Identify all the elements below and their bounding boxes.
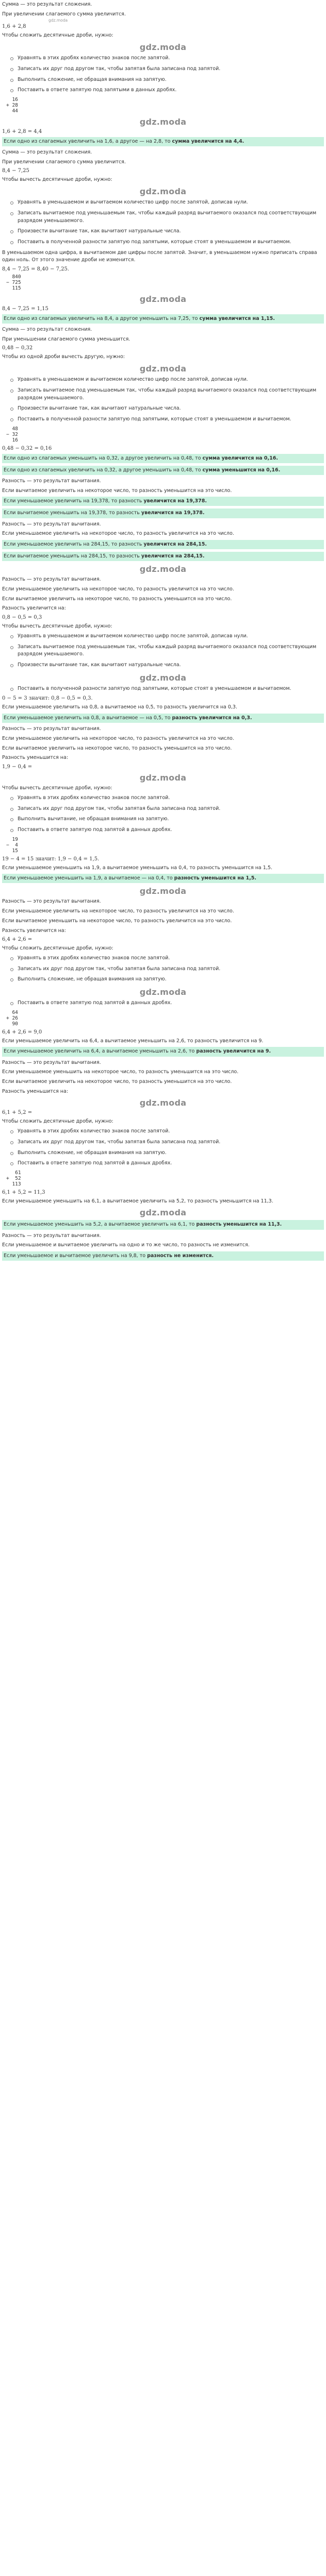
answer-highlight: Если одно из слагаемых увеличить на 1,6, а другое — на 2,8, то сумма увеличится на 4,4. <box>2 137 324 146</box>
watermark-logo-text: gdz.moda <box>139 773 187 783</box>
paragraph-text: Если вычитаемое увеличить на некоторое число, то разность уменьшится на это число. <box>2 487 232 494</box>
watermark-logo: gdz.moda <box>139 116 187 127</box>
answer-highlight <box>2 874 324 883</box>
answer-conclusion: увеличится на 284,15. <box>141 553 205 560</box>
solution-section-2 <box>2 149 324 324</box>
rule-step: Поставить в ответе запятую под запятой в данных дробях. <box>2 1160 324 1167</box>
rule-step: Уравнять в этих дробях количество знаков после запятой. <box>2 1128 324 1136</box>
paragraph-text: Чтобы вычесть десятичные дроби, нужно: <box>2 623 112 630</box>
definition-text: Сумма — это результат сложения. <box>2 327 92 333</box>
paragraph-text: Разность — это результат вычитания. <box>2 577 101 583</box>
column-calculation: 64 + 26 90 <box>6 1009 18 1027</box>
column-calculation: 19 − 4 15 <box>6 836 18 854</box>
watermark-logo-text: gdz.moda <box>139 564 187 574</box>
paragraph-text: Разность уменьшится на: <box>2 755 69 761</box>
math-result: 0,48 − 0,32 = 0,16 <box>2 445 52 451</box>
watermark-small: gdz.moda <box>48 18 68 23</box>
watermark-logo-text: gdz.moda <box>139 1098 187 1108</box>
watermark-logo: gdz.moda <box>139 294 187 304</box>
answer-highlight <box>2 552 324 561</box>
rule-step: Уравнять в уменьшаемом и вычитаемом количество цифр после запятой, дописав нули. <box>2 199 324 207</box>
answer-conclusion: разность увеличится на 0,3. <box>172 715 252 721</box>
answer-highlight <box>2 509 324 518</box>
watermark-logo <box>2 1097 324 1109</box>
rule-step: Выполнить вычитание, не обращая внимания на запятую. <box>2 816 324 823</box>
rule-step: Поставить в полученной разности запятую под запятыми, которые стоят в уменьшаемом и вычитаемом. <box>2 416 324 423</box>
answer-text: Если уменьшаемое увеличить на 0,8, а вычитаемое — на 0,5, то <box>4 715 172 721</box>
paragraph-text: Если уменьшаемое увеличить на некоторое число, то разность увеличится на это число. <box>2 736 234 742</box>
rule-text: При увеличении слагаемого сумма увеличится. <box>2 11 126 17</box>
answer-highlight <box>2 1220 324 1229</box>
watermark-logo: gdz.moda <box>139 187 187 197</box>
solution-section-3 <box>2 326 324 463</box>
answer-text: Если уменьшаемое увеличить на 19,378, то разность <box>4 498 144 504</box>
paragraph-text: Если вычитаемое увеличить на некоторое число, то разность уменьшится на это число. <box>2 1078 232 1084</box>
answer-text: Если вычитаемое уменьшить на 284,15, то разность <box>4 553 141 560</box>
answer-text: Если уменьшаемое увеличить на 6,4, а вычитаемое уменьшить на 2,6, то <box>4 1048 197 1055</box>
paragraph-text: Разность — это результат вычитания. <box>2 899 101 905</box>
paragraph-text: Разность уменьшится на: <box>2 1088 69 1094</box>
math-expression: 6,1 + 5,2 = <box>2 1110 32 1116</box>
watermark-logo <box>2 772 324 784</box>
paragraph-text: Разность — это результат вычитания. <box>2 521 101 527</box>
solution-continuation <box>2 466 324 1261</box>
watermark-logo <box>2 672 324 684</box>
watermark-logo-text: gdz.moda <box>139 672 187 683</box>
paragraph-text: Чтобы сложить десятичные дроби, нужно: <box>2 1118 113 1125</box>
rule-step: Записать вычитаемое под уменьшаемым так, чтобы каждый разряд вычитаемого оказался под соответствующим разрядом уменьшаемого. <box>2 643 324 658</box>
math-expression: 8,4 − 7,25 <box>2 168 29 174</box>
math-expression: 8,4 − 7,25 = 8,40 − 7,25. <box>2 266 70 273</box>
column-calculation: 840 − 725 115 <box>6 274 21 291</box>
watermark-logo <box>2 564 324 575</box>
definition-text: Сумма — это результат сложения. <box>2 2 92 7</box>
answer-highlight <box>2 540 324 549</box>
paragraph-text: Разность — это результат вычитания. <box>2 1059 101 1065</box>
answer-highlight: Если одно из слагаемых уменьшить на 0,32, а другое увеличить на 0,48, то сумма увеличится на 0,16. <box>2 454 324 463</box>
paragraph-text: Разность — это результат вычитания. <box>2 1232 101 1239</box>
watermark-logo: gdz.moda <box>139 364 187 374</box>
math-expression: 6,4 + 2,6 = 9,0 <box>2 1029 42 1035</box>
answer-highlight <box>2 1251 324 1261</box>
watermark-logo <box>2 987 324 998</box>
column-calculation: 48 − 32 16 <box>6 426 18 443</box>
paragraph-text: Если вычитаемое уменьшить на некоторое число, то разность увеличится на это число. <box>2 918 232 924</box>
answer-conclusion: увеличится на 19,378. <box>143 498 207 504</box>
rule-step: Произвести вычитание так, как вычитают натуральные числа. <box>2 405 324 413</box>
rule-step: Записать вычитаемое под уменьшаемым так, чтобы каждый разряд вычитаемого оказался под соответствующим разрядом уменьшаемого. <box>2 210 324 225</box>
rule-step: Записать их друг под другом так, чтобы запятая была записана под запятой. <box>2 965 324 973</box>
watermark-logo-text: gdz.moda <box>139 886 187 896</box>
math-expression: 0 − 5 = 3 значит: 0,8 − 0,5 = 0,3. <box>2 696 93 702</box>
paragraph-text: Если уменьшаемое увеличить на 6,4, а вычитаемое уменьшить на 2,6, то разность увеличится на 9. <box>2 1038 264 1044</box>
math-expression: 0,8 − 0,5 = 0,3 <box>2 615 42 621</box>
rule-intro: Чтобы вычесть десятичные дроби, нужно: <box>2 177 112 183</box>
answer-text: Если уменьшаемое увеличить на 284,15, то разность <box>4 541 144 547</box>
paragraph-text: Если уменьшаемое уменьшить на некоторое число, то разность уменьшится на это число. <box>2 1069 239 1075</box>
paragraph-text: Разность увеличится на: <box>2 605 66 612</box>
math-result: 8,4 − 7,25 = 1,15 <box>2 306 48 312</box>
answer-conclusion: сумма уменьшится на 0,16. <box>202 467 281 473</box>
rule-text: При увеличении слагаемого сумма увеличится. <box>2 159 126 165</box>
rule-step: Поставить в ответе запятую под запятой в данных дробях. <box>2 826 324 834</box>
answer-text: Если одно из слагаемых увеличить на 0,32, а другое уменьшить на 0,48, то <box>4 467 203 473</box>
paragraph-text: Чтобы сложить десятичные дроби, нужно: <box>2 945 113 952</box>
rule-step: Уравнять в этих дробях количество знаков после запятой. <box>2 955 324 962</box>
paragraph-text: Если уменьшаемое увеличить на некоторое число, то разность увеличится на это число. <box>2 908 234 914</box>
math-expression: 6,4 + 2,6 = <box>2 937 32 943</box>
math-expression: 0,48 − 0,32 <box>2 345 33 351</box>
paragraph-text: Если уменьшаемое увеличить на некоторое число, то разность увеличится на это число. <box>2 586 234 592</box>
answer-highlight <box>2 1047 324 1056</box>
paragraph-text: Чтобы вычесть десятичные дроби, нужно: <box>2 785 112 791</box>
paragraph-text: Если уменьшаемое уменьшить на 6,1, а вычитаемое увеличить на 5,2, то разность уменьшится на 11,3. <box>2 1198 273 1204</box>
paragraph-text: Если уменьшаемое увеличить на некоторое число, то разность увеличится на это число. <box>2 531 234 537</box>
column-calculation: 61 + 52 113 <box>6 1170 21 1187</box>
answer-conclusion: разность увеличится на 9. <box>196 1048 271 1055</box>
rule-text: При уменьшении слагаемого сумма уменьшится. <box>2 336 131 342</box>
rule-step: Записать их друг под другом так, чтобы запятая была записана под запятой. <box>2 1139 324 1146</box>
watermark-logo <box>2 1207 324 1218</box>
rule-step: Уравнять в уменьшаемом и вычитаемом количество цифр после запятой, дописав нули. <box>2 376 324 384</box>
watermark-logo-text: gdz.moda <box>139 987 187 997</box>
rule-step: Выполнить сложение, не обращая внимания на запятую. <box>2 976 324 984</box>
rule-step: Поставить в ответе запятую под запятой в данных дробях. <box>2 999 324 1007</box>
rule-intro: Чтобы из одной дроби вычесть другую, нужно: <box>2 354 125 360</box>
answer-conclusion: увеличится на 284,15. <box>143 541 207 547</box>
answer-highlight <box>2 466 324 475</box>
math-expression: 1,6 + 2,8 <box>2 24 26 30</box>
answer-conclusion: разность не изменится. <box>147 1253 214 1259</box>
rule-step: Записать их друг под другом так, чтобы запятая была записана под запятой. <box>2 805 324 813</box>
answer-text: Если уменьшаемое уменьшить на 1,9, а вычитаемое — на 0,4, то <box>4 875 174 882</box>
paragraph-text: Разность увеличится на: <box>2 927 66 934</box>
note-text: В уменьшаемом одна цифра, в вычитаемом две цифры после запятой. Значит, в уменьшаемом нужно приписать справа один ноль. От этого значение дроби не изменится. <box>2 249 317 263</box>
paragraph-text: Если вычитаемое увеличить на некоторое число, то разность уменьшится на это число. <box>2 596 232 602</box>
rule-step: Поставить в полученной разности запятую под запятыми, которые стоят в уменьшаемом и вычитаемом. <box>2 239 324 246</box>
rule-step: Уравнять в этих дробях количество знаков после запятой. <box>2 55 324 62</box>
paragraph-text: Если уменьшаемое и вычитаемое увеличить на одно и то же число, то разность не изменится. <box>2 1242 250 1248</box>
column-calculation: 16 + 28 44 <box>6 97 18 114</box>
math-expression: 19 − 4 = 15 значит: 1,9 − 0,4 = 1,5. <box>2 856 100 862</box>
rule-step: Записать вычитаемое под уменьшаемым так, чтобы каждый разряд вычитаемого оказался под соответствующим разрядом уменьшаемого. <box>2 387 324 402</box>
math-expression: 6,1 + 5,2 = 11,3 <box>2 1189 45 1195</box>
solution-section-1 <box>2 1 324 146</box>
watermark-logo-text: gdz.moda <box>139 1208 187 1218</box>
paragraph-text: Если уменьшаемое увеличить на 0,8, а вычитаемое на 0,5, то разность увеличится на 0,3. <box>2 704 237 710</box>
definition-text: Сумма — это результат сложения. <box>2 149 92 155</box>
rule-step: Выполнить сложение, не обращая внимания на запятую. <box>2 76 324 84</box>
rule-step: Произвести вычитание так, как вычитают натуральные числа. <box>2 228 324 235</box>
math-result: 1,6 + 2,8 = 4,4 <box>2 128 42 134</box>
answer-text: Если уменьшаемое уменьшить на 5,2, а вычитаемое увеличить на 6,1, то <box>4 1222 197 1228</box>
watermark-logo <box>2 886 324 897</box>
answer-text: Если уменьшаемое и вычитаемое увеличить на 9,8, то <box>4 1253 148 1259</box>
answer-highlight <box>2 497 324 506</box>
answer-conclusion: разность уменьшится на 1,5. <box>174 875 256 882</box>
answer-text: Если вычитаемое уменьшить на 19,378, то разность <box>4 510 141 516</box>
paragraph-text: Разность — это результат вычитания. <box>2 726 101 732</box>
paragraph-text: Если уменьшаемое уменьшить на 1,9, а вычитаемое уменьшить на 0,4, то разность уменьшится на 1,5. <box>2 865 272 871</box>
paragraph-text: Если вычитаемое увеличить на некоторое число, то разность уменьшится на это число. <box>2 745 232 751</box>
math-expression: 1,9 − 0,4 = <box>2 764 32 770</box>
rule-step: Записать их друг под другом так, чтобы запятая была записана под запятой. <box>2 65 324 73</box>
paragraph-text: Разность — это результат вычитания. <box>2 478 101 484</box>
answer-highlight <box>2 714 324 723</box>
watermark-logo: gdz.moda <box>139 42 187 53</box>
rule-intro: Чтобы сложить десятичные дроби, нужно: <box>2 32 113 39</box>
rule-step: Поставить в ответе запятую под запятыми в данных дробях. <box>2 87 324 94</box>
rule-step: Поставить в полученной разности запятую под запятыми, которые стоят в уменьшаемом и вычитаемом. <box>2 685 324 693</box>
answer-conclusion: разность уменьшится на 11,3. <box>196 1222 282 1228</box>
rule-step: Уравнять в этих дробях количество знаков после запятой. <box>2 794 324 802</box>
rule-step: Уравнять в уменьшаемом и вычитаемом количество цифр после запятой, дописав нули. <box>2 633 324 640</box>
answer-conclusion: увеличится на 19,378. <box>141 510 205 516</box>
rule-step: Произвести вычитание так, как вычитают натуральные числа. <box>2 662 324 669</box>
rule-step: Выполнить сложение, не обращая внимания на запятую. <box>2 1149 324 1157</box>
answer-highlight: Если одно из слагаемых увеличить на 8,4, а другое уменьшить на 7,25, то сумма увеличится на 1,15. <box>2 314 324 324</box>
